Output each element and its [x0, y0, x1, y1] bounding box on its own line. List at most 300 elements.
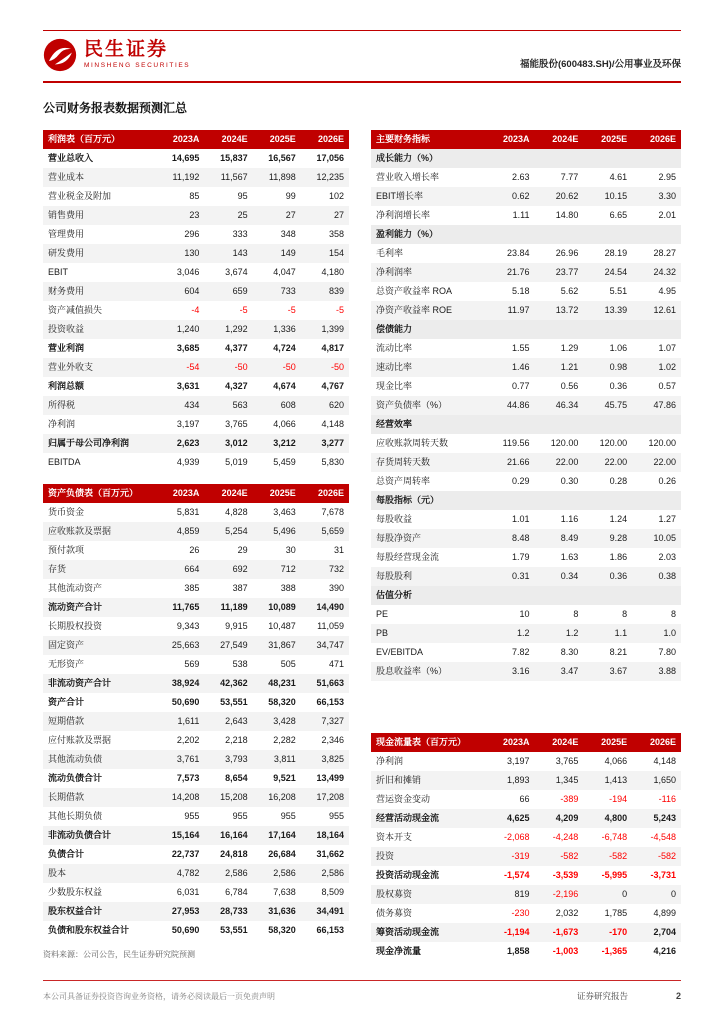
row-label: 无形资产: [48, 659, 85, 669]
stock-breadcrumb: 福能股份(600483.SH)/公用事业及环保: [519, 59, 681, 70]
value-cell: 51,663: [316, 678, 344, 688]
value-cell: 85: [189, 191, 200, 201]
value-cell: 11,059: [317, 621, 344, 631]
value-cell: 563: [232, 400, 248, 410]
value-cell: -6,748: [601, 832, 628, 842]
value-cell: 3,046: [176, 267, 200, 277]
value-cell: 1.29: [560, 343, 579, 353]
value-cell: 47.86: [653, 400, 676, 410]
value-cell: 154: [328, 248, 344, 258]
footer-row: [43, 990, 681, 1002]
row-label: 投资: [376, 851, 395, 861]
value-cell: 7.82: [511, 647, 530, 657]
table-row: [43, 579, 349, 598]
value-cell: 53,551: [220, 697, 248, 707]
row-label: 债务募资: [376, 908, 413, 918]
value-cell: 2,346: [321, 735, 344, 745]
value-cell: 839: [328, 286, 344, 296]
value-cell: 2.63: [511, 172, 530, 182]
value-cell: 4,674: [273, 381, 296, 391]
row-label: 资本开支: [376, 832, 413, 842]
table-row: [43, 864, 349, 883]
row-label: 财务费用: [48, 286, 85, 296]
value-cell: [583, 491, 632, 510]
year-column-header: 2026E: [301, 130, 349, 149]
value-cell: 130: [184, 248, 200, 258]
value-cell: -230: [511, 908, 530, 918]
value-cell: 2,218: [225, 735, 248, 745]
row-label: 净资产收益率 ROE: [376, 305, 453, 315]
value-cell: 99: [285, 191, 296, 201]
table-row: [43, 320, 349, 339]
value-cell: 4,828: [225, 507, 248, 517]
value-cell: [486, 491, 535, 510]
row-label: 现金净流量: [376, 946, 422, 956]
tables-area: [43, 130, 681, 961]
value-cell: 9,343: [176, 621, 200, 631]
section-row: [371, 491, 681, 510]
value-cell: 604: [184, 286, 200, 296]
brand-block: [43, 38, 190, 72]
value-cell: 53,551: [220, 925, 248, 935]
value-cell: [535, 320, 584, 339]
row-label: 资产负债率（%）: [376, 400, 448, 410]
table-row: [371, 548, 681, 567]
table-row: [43, 921, 349, 940]
value-cell: [486, 320, 535, 339]
value-cell: 732: [328, 564, 344, 574]
value-cell: 1.24: [609, 514, 628, 524]
value-cell: 955: [232, 811, 248, 821]
page-number: 2: [675, 991, 681, 1001]
value-cell: 1.02: [658, 362, 676, 372]
value-cell: [535, 586, 584, 605]
value-cell: -50: [330, 362, 344, 372]
value-cell: 4,148: [321, 419, 344, 429]
year-column-header: 2026E: [632, 733, 681, 752]
value-cell: 1.46: [511, 362, 530, 372]
value-cell: 569: [184, 659, 200, 669]
value-cell: 10,089: [268, 602, 296, 612]
table-row: [43, 522, 349, 541]
value-cell: 387: [232, 583, 248, 593]
value-cell: -5: [335, 305, 344, 315]
table-title: 资产负债表（百万元）: [43, 484, 156, 503]
value-cell: 4,209: [555, 813, 579, 823]
value-cell: 11,898: [268, 172, 296, 182]
table-row: [43, 769, 349, 788]
value-cell: 1.79: [511, 552, 530, 562]
value-cell: 22,737: [171, 849, 200, 859]
value-cell: [583, 225, 632, 244]
value-cell: 34,747: [316, 640, 344, 650]
value-cell: 21.76: [506, 267, 530, 277]
value-cell: 4,817: [321, 343, 344, 353]
balance-sheet-table: [43, 484, 349, 940]
value-cell: 13,499: [316, 773, 344, 783]
value-cell: 58,320: [268, 697, 296, 707]
value-cell: 0.26: [658, 476, 676, 486]
value-cell: 21.66: [506, 457, 530, 467]
value-cell: 17,056: [316, 153, 344, 163]
value-cell: 8,509: [321, 887, 344, 897]
value-cell: 5,459: [273, 457, 296, 467]
row-label: 偿债能力: [376, 324, 413, 334]
row-label: 流动负债合计: [48, 773, 103, 783]
value-cell: 8.21: [609, 647, 628, 657]
table-row: [371, 282, 681, 301]
row-label: 投资活动现金流: [376, 870, 440, 880]
value-cell: 7,327: [321, 716, 344, 726]
value-cell: 5.18: [511, 286, 530, 296]
value-cell: 46.34: [555, 400, 579, 410]
value-cell: -3,539: [552, 870, 579, 880]
value-cell: 2,643: [225, 716, 248, 726]
value-cell: -170: [609, 927, 628, 937]
table-row: [371, 809, 681, 828]
value-cell: 120.00: [550, 438, 579, 448]
table-row: [371, 662, 681, 681]
key-indicators-table: [371, 130, 681, 681]
row-label: 存货: [48, 564, 67, 574]
table-row: [371, 301, 681, 320]
table-row: [43, 826, 349, 845]
table-row: [43, 788, 349, 807]
value-cell: [583, 320, 632, 339]
row-label: 其他流动资产: [48, 583, 103, 593]
value-cell: 3,277: [321, 438, 344, 448]
table-row: [43, 453, 349, 472]
value-cell: 28.19: [604, 248, 628, 258]
value-cell: 8: [670, 609, 676, 619]
row-label: 投资收益: [48, 324, 85, 334]
value-cell: 1,292: [225, 324, 248, 334]
value-cell: 48,231: [268, 678, 296, 688]
value-cell: 3,631: [176, 381, 200, 391]
value-cell: 390: [328, 583, 344, 593]
value-cell: 31,636: [268, 906, 296, 916]
value-cell: 4,377: [225, 343, 248, 353]
value-cell: 27,953: [171, 906, 200, 916]
row-label: 盈利能力（%）: [376, 229, 439, 239]
row-label: 净利润: [48, 419, 76, 429]
row-label: 股东权益合计: [48, 906, 103, 916]
value-cell: -319: [511, 851, 530, 861]
row-label: 营业收入增长率: [376, 172, 440, 182]
value-cell: 24.54: [604, 267, 628, 277]
table-row: [371, 453, 681, 472]
value-cell: 3,761: [176, 754, 200, 764]
year-column-header: 2023A: [486, 733, 535, 752]
row-label: 应收账款及票据: [48, 526, 112, 536]
page-header: [43, 31, 681, 83]
value-cell: 5,019: [225, 457, 248, 467]
value-cell: -582: [560, 851, 579, 861]
value-cell: 1.16: [560, 514, 579, 524]
row-label: 管理费用: [48, 229, 85, 239]
row-label: 每股股利: [376, 571, 413, 581]
value-cell: [632, 491, 681, 510]
value-cell: 4,859: [176, 526, 200, 536]
value-cell: 0.77: [511, 381, 530, 391]
table-row: [371, 244, 681, 263]
value-cell: 955: [328, 811, 344, 821]
value-cell: -1,673: [552, 927, 579, 937]
value-cell: 2,282: [273, 735, 296, 745]
value-cell: 819: [514, 889, 530, 899]
value-cell: -582: [657, 851, 676, 861]
row-label: 非流动资产合计: [48, 678, 112, 688]
value-cell: 1,345: [555, 775, 579, 785]
row-label: 长期借款: [48, 792, 85, 802]
value-cell: 66,153: [316, 697, 344, 707]
value-cell: 0.31: [511, 571, 530, 581]
value-cell: 4,939: [176, 457, 200, 467]
row-label: 总资产收益率 ROA: [376, 286, 453, 296]
disclaimer-text: 本公司具备证券投资咨询业务资格，请务必阅读最后一页免责声明: [43, 991, 275, 1001]
table-row: [43, 503, 349, 522]
table-row: [43, 206, 349, 225]
value-cell: [632, 149, 681, 168]
row-label: 成长能力（%）: [376, 153, 439, 163]
value-cell: 2,704: [653, 927, 676, 937]
value-cell: 34,491: [316, 906, 344, 916]
value-cell: 8: [622, 609, 628, 619]
value-cell: 1,893: [506, 775, 530, 785]
value-cell: -3,731: [650, 870, 676, 880]
table-row: [371, 187, 681, 206]
value-cell: 4,724: [273, 343, 296, 353]
value-cell: [632, 415, 681, 434]
value-cell: 3,012: [225, 438, 248, 448]
row-label: 股息收益率（%）: [376, 666, 448, 676]
row-label: 营业成本: [48, 172, 85, 182]
value-cell: [486, 149, 535, 168]
row-label: 净利润增长率: [376, 210, 431, 220]
value-cell: 25,663: [171, 640, 200, 650]
value-cell: 11,192: [172, 172, 200, 182]
table-row: [43, 541, 349, 560]
table-row: [371, 643, 681, 662]
table-row: [371, 358, 681, 377]
section-row: [371, 415, 681, 434]
value-cell: 659: [232, 286, 248, 296]
value-cell: 1,785: [604, 908, 628, 918]
table-row: [43, 358, 349, 377]
value-cell: 50,690: [171, 925, 200, 935]
page-footer: [43, 980, 681, 1002]
value-cell: -5: [287, 305, 296, 315]
value-cell: 13.39: [604, 305, 628, 315]
value-cell: -2,196: [552, 889, 579, 899]
table-title: 利润表（百万元）: [43, 130, 156, 149]
row-label: 其他长期负债: [48, 811, 103, 821]
table-row: [371, 828, 681, 847]
table-row: [43, 693, 349, 712]
value-cell: 620: [328, 400, 344, 410]
table-row: [43, 377, 349, 396]
row-label: 短期借款: [48, 716, 85, 726]
value-cell: 1.2: [565, 628, 579, 638]
value-cell: 14,490: [316, 602, 344, 612]
row-label: 少数股东权益: [48, 887, 103, 897]
value-cell: 1,611: [177, 716, 200, 726]
table-header-row: [43, 484, 349, 503]
table-row: [371, 168, 681, 187]
value-cell: [486, 586, 535, 605]
value-cell: 14,208: [171, 792, 200, 802]
value-cell: [583, 586, 632, 605]
table-row: [43, 712, 349, 731]
value-cell: -2,068: [503, 832, 530, 842]
year-column-header: 2025E: [583, 733, 632, 752]
value-cell: 22.00: [653, 457, 676, 467]
value-cell: 8.30: [560, 647, 579, 657]
row-label: EBIT增长率: [376, 191, 424, 201]
value-cell: -1,365: [601, 946, 628, 956]
value-cell: 27,549: [220, 640, 248, 650]
value-cell: 120.00: [599, 438, 628, 448]
year-column-header: 2024E: [204, 484, 252, 503]
row-label: 营业税金及附加: [48, 191, 112, 201]
value-cell: 7.80: [658, 647, 676, 657]
value-cell: [632, 320, 681, 339]
row-label: 经营活动现金流: [376, 813, 440, 823]
value-cell: -194: [609, 794, 628, 804]
value-cell: 1.2: [517, 628, 530, 638]
value-cell: 8.49: [560, 533, 579, 543]
table-row: [43, 415, 349, 434]
row-label: 固定资产: [48, 640, 85, 650]
value-cell: 7,638: [273, 887, 296, 897]
value-cell: 38,924: [171, 678, 200, 688]
value-cell: 10: [519, 609, 530, 619]
table-row: [43, 396, 349, 415]
value-cell: 4,066: [273, 419, 296, 429]
value-cell: 434: [184, 400, 200, 410]
value-cell: 0.57: [658, 381, 676, 391]
table-row: [371, 885, 681, 904]
value-cell: 2,623: [176, 438, 200, 448]
value-cell: 23.84: [506, 248, 530, 258]
section-row: [371, 320, 681, 339]
value-cell: 538: [232, 659, 248, 669]
value-cell: 8,654: [225, 773, 248, 783]
right-column: [371, 130, 681, 961]
value-cell: 31,662: [316, 849, 344, 859]
table-row: [371, 396, 681, 415]
value-cell: 1,240: [176, 324, 200, 334]
row-label: 流动比率: [376, 343, 413, 353]
value-cell: 11,189: [220, 602, 248, 612]
value-cell: 14,695: [171, 153, 200, 163]
value-cell: 712: [280, 564, 296, 574]
value-cell: 296: [184, 229, 200, 239]
table-header-row: [43, 130, 349, 149]
value-cell: 0: [622, 889, 628, 899]
value-cell: 27: [285, 210, 296, 220]
table-title: 主要财务指标: [371, 130, 486, 149]
value-cell: [583, 415, 632, 434]
value-cell: 2.01: [658, 210, 676, 220]
table-row: [371, 923, 681, 942]
value-cell: 7,573: [176, 773, 200, 783]
value-cell: 3,428: [273, 716, 296, 726]
value-cell: 14.80: [555, 210, 579, 220]
value-cell: -1,574: [503, 870, 530, 880]
value-cell: 7,678: [321, 507, 344, 517]
row-label: 存货周转天数: [376, 457, 431, 467]
value-cell: 16,164: [220, 830, 248, 840]
row-label: 利润总额: [48, 381, 85, 391]
table-row: [43, 301, 349, 320]
value-cell: 1.11: [512, 210, 530, 220]
value-cell: 24,818: [220, 849, 248, 859]
table-row: [371, 529, 681, 548]
value-cell: 66,153: [316, 925, 344, 935]
value-cell: -1,194: [503, 927, 530, 937]
value-cell: 143: [232, 248, 248, 258]
value-cell: 102: [328, 191, 344, 201]
value-cell: 4,216: [653, 946, 676, 956]
value-cell: 7.77: [560, 172, 579, 182]
table-row: [371, 567, 681, 586]
value-cell: 2,202: [176, 735, 200, 745]
value-cell: 0.29: [511, 476, 530, 486]
value-cell: 608: [280, 400, 296, 410]
row-label: 负债和股东权益合计: [48, 925, 130, 935]
table-row: [371, 605, 681, 624]
value-cell: 0.36: [609, 571, 628, 581]
value-cell: [632, 225, 681, 244]
value-cell: [486, 225, 535, 244]
value-cell: 45.75: [604, 400, 628, 410]
table-row: [43, 902, 349, 921]
value-cell: 15,837: [220, 153, 248, 163]
value-cell: 348: [280, 229, 296, 239]
value-cell: 20.62: [555, 191, 579, 201]
row-label: 现金比率: [376, 381, 413, 391]
value-cell: 5.62: [560, 286, 579, 296]
value-cell: 0: [670, 889, 676, 899]
value-cell: 3,463: [273, 507, 296, 517]
value-cell: 119.56: [502, 438, 530, 448]
value-cell: 13.72: [555, 305, 579, 315]
value-cell: 5,243: [653, 813, 676, 823]
value-cell: 10.15: [604, 191, 628, 201]
table-row: [371, 377, 681, 396]
table-row: [43, 560, 349, 579]
value-cell: 6.65: [609, 210, 628, 220]
row-label: 毛利率: [376, 248, 404, 258]
value-cell: -1,003: [552, 946, 579, 956]
value-cell: 31,867: [268, 640, 296, 650]
value-cell: 955: [280, 811, 296, 821]
value-cell: 0.34: [560, 571, 579, 581]
row-label: 每股经营现金流: [376, 552, 440, 562]
value-cell: 5.51: [609, 286, 628, 296]
value-cell: 1.1: [614, 628, 628, 638]
value-cell: 25: [237, 210, 248, 220]
value-cell: 30: [285, 545, 296, 555]
value-cell: -582: [609, 851, 628, 861]
value-cell: 3.88: [658, 666, 676, 676]
value-cell: 4,148: [653, 756, 676, 766]
table-row: [371, 263, 681, 282]
value-cell: 11.97: [507, 305, 530, 315]
row-label: 净利润率: [376, 267, 413, 277]
value-cell: 18,164: [316, 830, 344, 840]
